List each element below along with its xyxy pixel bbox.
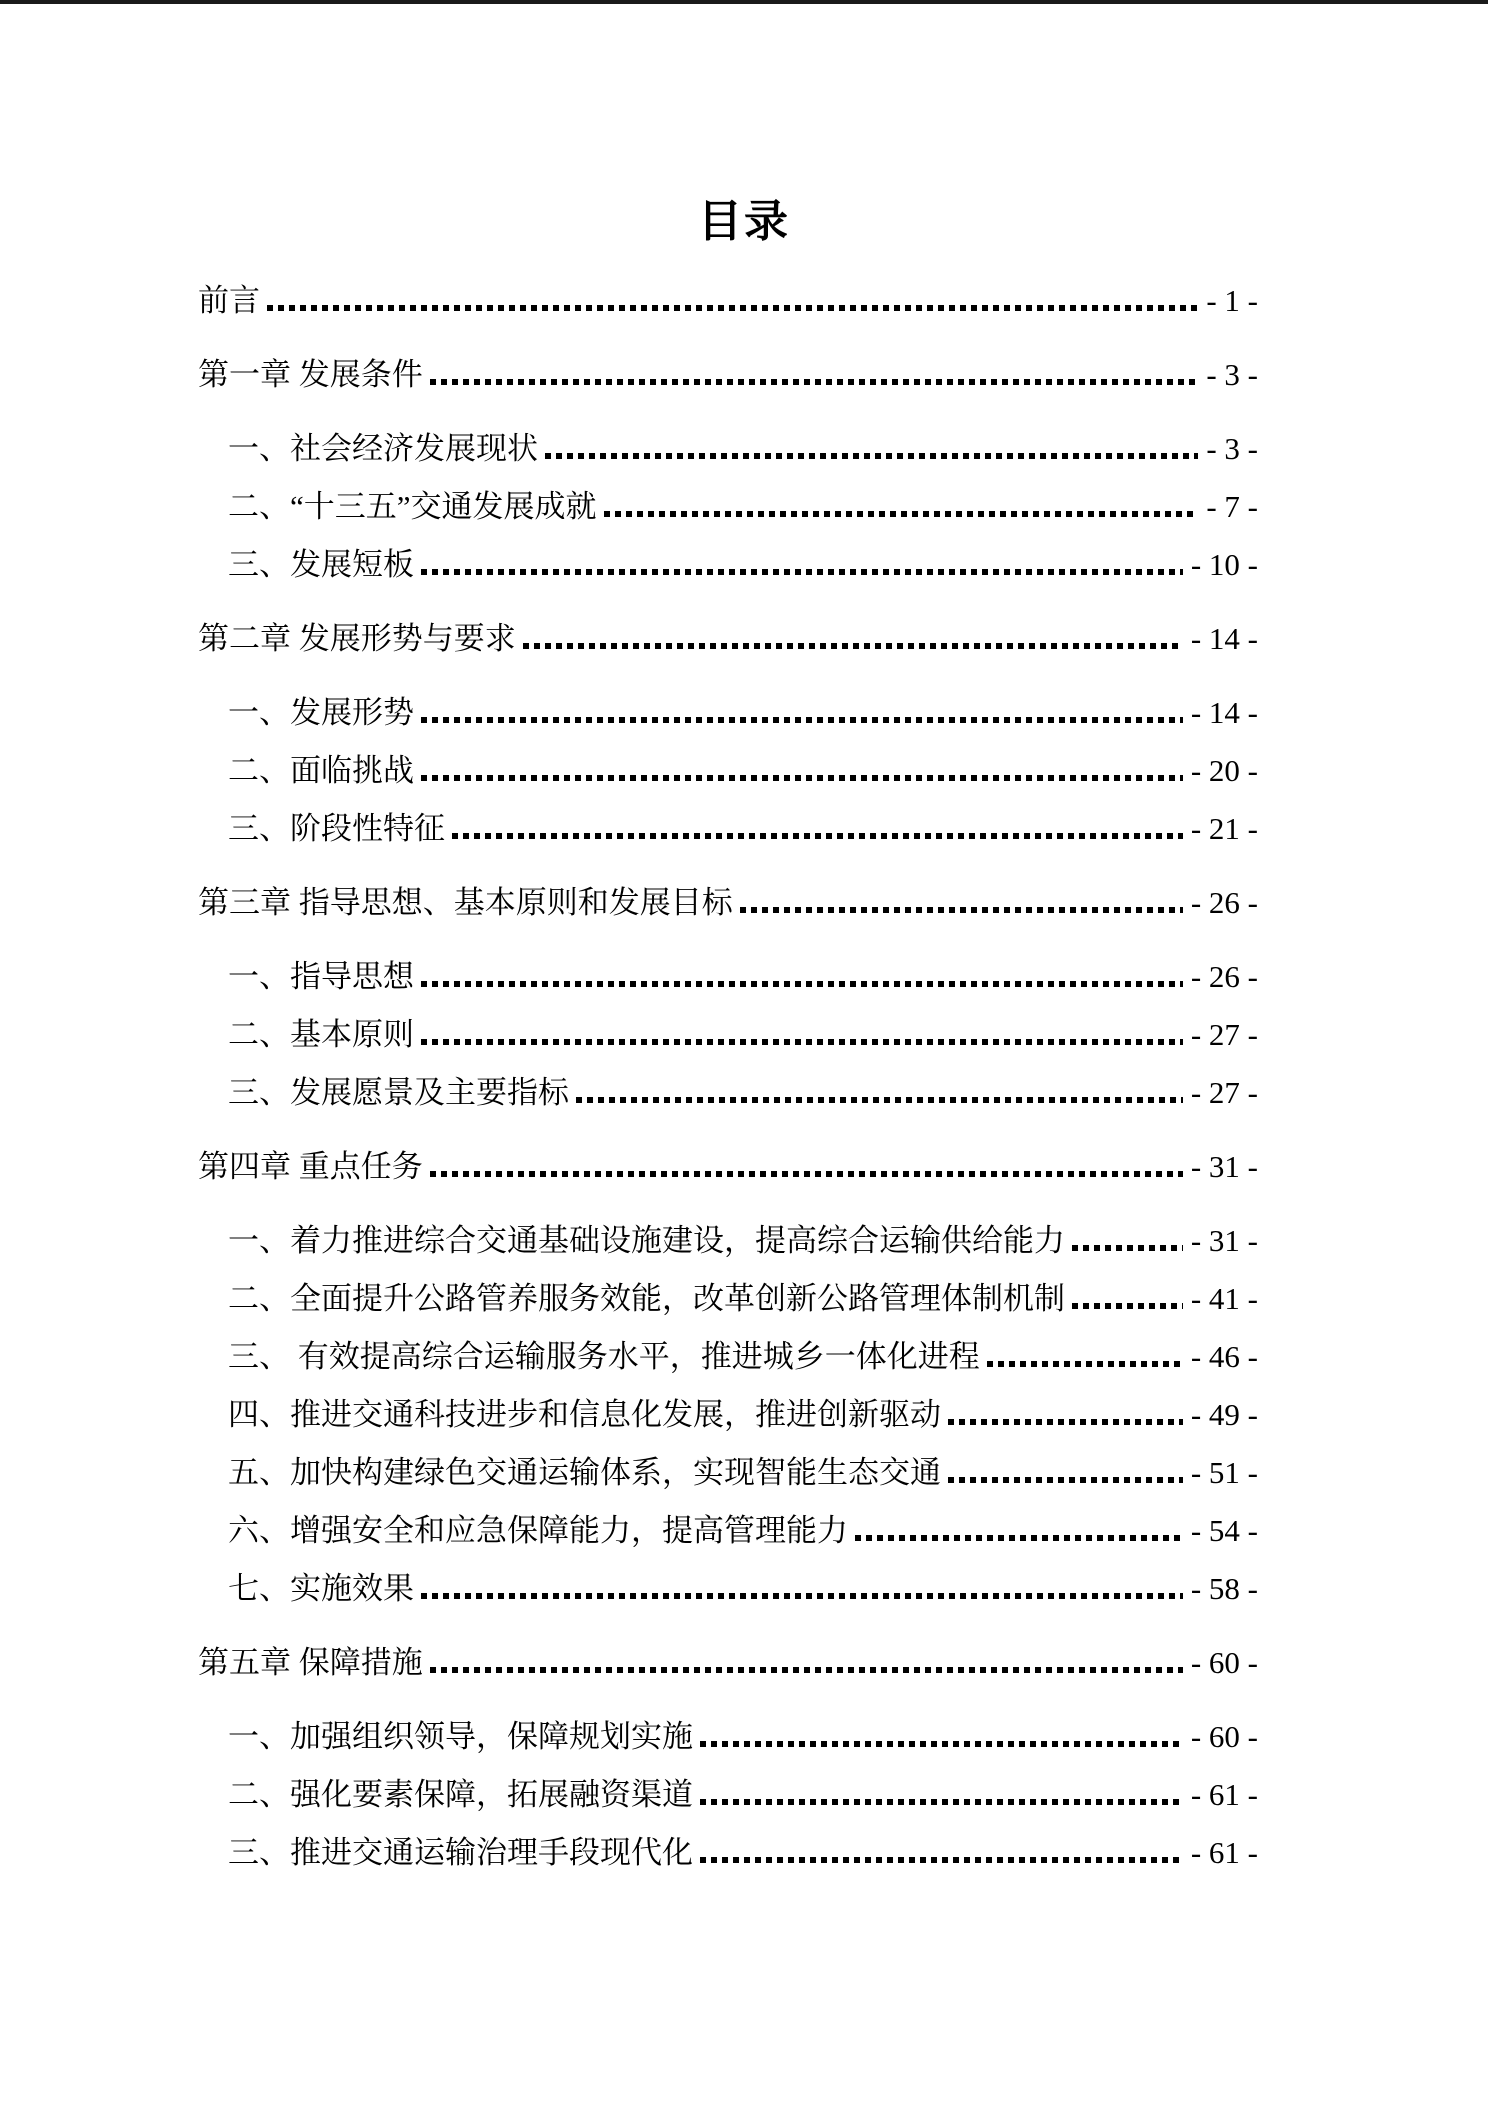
dot-leader	[700, 1741, 1183, 1747]
dot-leader	[421, 981, 1183, 987]
dot-leader	[430, 379, 1199, 385]
toc-entry-page: - 14 -	[1190, 621, 1258, 656]
toc-entry-page: - 51 -	[1190, 1455, 1258, 1490]
toc-entry-label: 第一章 发展条件	[198, 357, 423, 392]
toc-entry[interactable]	[198, 1502, 1258, 1560]
toc-entry[interactable]	[198, 346, 1258, 404]
toc-entry[interactable]	[198, 948, 1258, 1006]
toc-entry-page: - 31 -	[1190, 1223, 1258, 1258]
dot-leader	[421, 1593, 1183, 1599]
toc-entry-page: - 31 -	[1190, 1149, 1258, 1184]
toc-entry-page: - 7 -	[1206, 489, 1258, 524]
dot-leader	[523, 643, 1183, 649]
toc-entry-label: 第四章 重点任务	[198, 1149, 423, 1184]
toc-entry-label: 二、强化要素保障，拓展融资渠道	[228, 1777, 693, 1812]
toc-entry[interactable]	[198, 478, 1258, 536]
toc-entry-label: 第二章 发展形势与要求	[198, 621, 516, 656]
toc-entry-page: - 46 -	[1190, 1339, 1258, 1374]
toc-entry-page: - 26 -	[1190, 885, 1258, 920]
toc-entry-label: 一、发展形势	[228, 695, 414, 730]
toc-entry-label: 一、社会经济发展现状	[228, 431, 538, 466]
toc-entry-label: 二、基本原则	[228, 1017, 414, 1052]
dot-leader	[430, 1667, 1183, 1673]
toc-entry-page: - 58 -	[1190, 1571, 1258, 1606]
toc-entry-label: 一、着力推进综合交通基础设施建设，提高综合运输供给能力	[228, 1223, 1065, 1258]
dot-leader	[700, 1857, 1183, 1863]
toc-entry[interactable]	[198, 610, 1258, 668]
toc-entry-label: 一、指导思想	[228, 959, 414, 994]
dot-leader	[421, 775, 1183, 781]
table-of-contents	[198, 272, 1258, 1882]
dot-leader	[1072, 1245, 1183, 1251]
toc-entry[interactable]	[198, 1006, 1258, 1064]
toc-entry[interactable]	[198, 874, 1258, 932]
toc-entry[interactable]	[198, 1064, 1258, 1122]
toc-entry[interactable]	[198, 272, 1258, 330]
toc-entry[interactable]	[198, 1766, 1258, 1824]
toc-entry-page: - 27 -	[1190, 1075, 1258, 1110]
toc-entry-page: - 27 -	[1190, 1017, 1258, 1052]
toc-entry[interactable]	[198, 536, 1258, 594]
dot-leader	[740, 907, 1183, 913]
toc-entry[interactable]	[198, 1138, 1258, 1196]
toc-entry-page: - 41 -	[1190, 1281, 1258, 1316]
dot-leader	[576, 1097, 1183, 1103]
dot-leader	[421, 717, 1183, 723]
dot-leader	[948, 1419, 1183, 1425]
toc-entry[interactable]	[198, 1824, 1258, 1882]
dot-leader	[452, 833, 1183, 839]
toc-entry-label: 三、阶段性特征	[228, 811, 445, 846]
toc-entry-label: 二、“十三五”交通发展成就	[228, 489, 597, 524]
toc-entry-page: - 10 -	[1190, 547, 1258, 582]
toc-entry-page: - 21 -	[1190, 811, 1258, 846]
dot-leader	[987, 1361, 1183, 1367]
toc-entry-label: 前言	[198, 283, 260, 318]
toc-entry-page: - 20 -	[1190, 753, 1258, 788]
toc-entry[interactable]	[198, 1634, 1258, 1692]
toc-entry-page: - 14 -	[1190, 695, 1258, 730]
toc-entry-page: - 61 -	[1190, 1835, 1258, 1870]
toc-entry-page: - 3 -	[1206, 357, 1258, 392]
toc-entry-label: 三、发展愿景及主要指标	[228, 1075, 569, 1110]
toc-entry-label: 六、增强安全和应急保障能力，提高管理能力	[228, 1513, 848, 1548]
toc-entry-label: 七、实施效果	[228, 1571, 414, 1606]
toc-entry-page: - 54 -	[1190, 1513, 1258, 1548]
toc-entry-page: - 49 -	[1190, 1397, 1258, 1432]
dot-leader	[421, 1039, 1183, 1045]
toc-entry-page: - 26 -	[1190, 959, 1258, 994]
toc-entry-page: - 3 -	[1206, 431, 1258, 466]
dot-leader	[421, 569, 1183, 575]
toc-entry[interactable]	[198, 684, 1258, 742]
toc-entry-label: 三、推进交通运输治理手段现代化	[228, 1835, 693, 1870]
dot-leader	[545, 453, 1198, 459]
toc-entry[interactable]	[198, 1444, 1258, 1502]
toc-entry[interactable]	[198, 1560, 1258, 1618]
toc-entry-page: - 60 -	[1190, 1719, 1258, 1754]
toc-entry-page: - 61 -	[1190, 1777, 1258, 1812]
dot-leader	[948, 1477, 1183, 1483]
toc-entry-page: - 1 -	[1206, 283, 1258, 318]
dot-leader	[267, 305, 1198, 311]
toc-entry[interactable]	[198, 1270, 1258, 1328]
dot-leader	[604, 511, 1199, 517]
toc-entry[interactable]	[198, 1212, 1258, 1270]
dot-leader	[1072, 1303, 1183, 1309]
toc-entry[interactable]	[198, 742, 1258, 800]
toc-entry[interactable]	[198, 1708, 1258, 1766]
toc-entry[interactable]	[198, 800, 1258, 858]
toc-entry-label: 三、发展短板	[228, 547, 414, 582]
toc-entry-label: 五、加快构建绿色交通运输体系，实现智能生态交通	[228, 1455, 941, 1490]
toc-entry-label: 二、面临挑战	[228, 753, 414, 788]
dot-leader	[700, 1799, 1183, 1805]
toc-entry-label: 三、 有效提高综合运输服务水平，推进城乡一体化进程	[228, 1339, 980, 1374]
toc-entry-page: - 60 -	[1190, 1645, 1258, 1680]
toc-entry-label: 二、全面提升公路管养服务效能，改革创新公路管理体制机制	[228, 1281, 1065, 1316]
dot-leader	[430, 1171, 1183, 1177]
toc-entry[interactable]	[198, 1386, 1258, 1444]
dot-leader	[855, 1535, 1183, 1541]
toc-entry-label: 一、加强组织领导，保障规划实施	[228, 1719, 693, 1754]
toc-entry-label: 第五章 保障措施	[198, 1645, 423, 1680]
page-title: 目录	[698, 197, 790, 246]
toc-entry-label: 四、推进交通科技进步和信息化发展，推进创新驱动	[228, 1397, 941, 1432]
toc-entry-label: 第三章 指导思想、基本原则和发展目标	[198, 885, 733, 920]
toc-entry[interactable]	[198, 1328, 1258, 1386]
toc-entry[interactable]	[198, 420, 1258, 478]
